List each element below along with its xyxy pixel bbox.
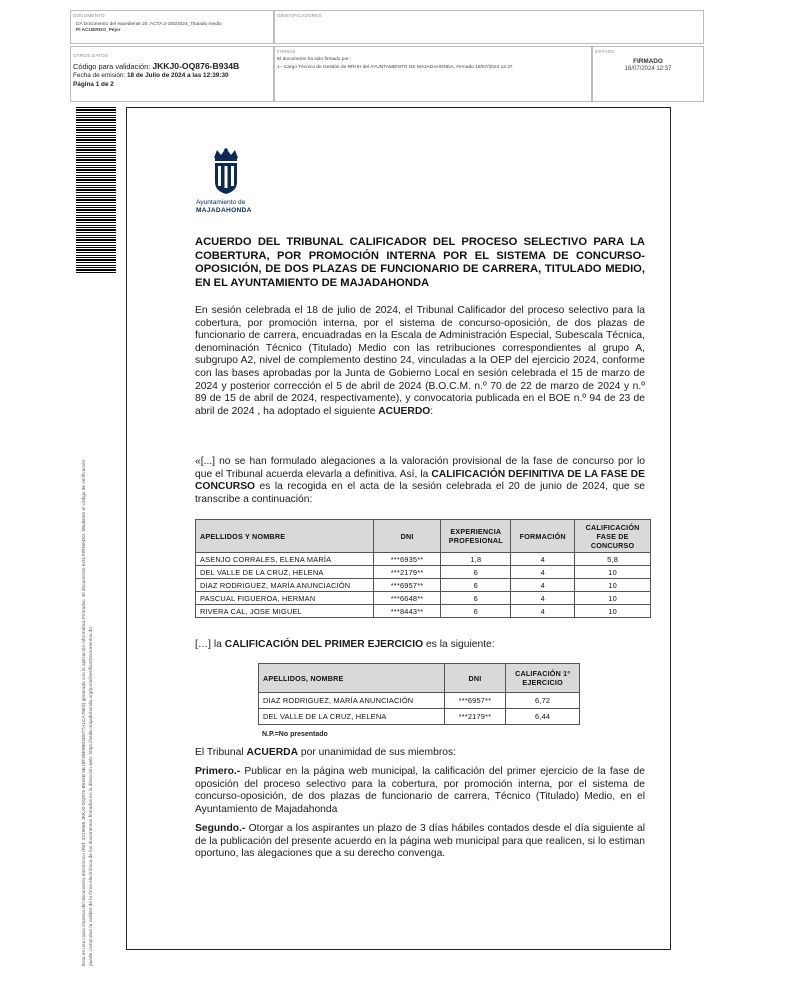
cell-calificacion: 10: [575, 566, 651, 579]
fecha-value: 18 de Julio de 2024 a las 12:39:30: [127, 72, 229, 79]
col-header: CALIFACIÓN 1º EJERCICIO: [506, 664, 580, 693]
primer-bold: CALIFICACIÓN DEL PRIMER EJERCICIO: [224, 639, 424, 650]
cell-experiencia: 6: [441, 605, 511, 618]
cell-nombre: DEL VALLE DE LA CRUZ, HELENA: [259, 709, 445, 725]
segundo-paragraph: [195, 823, 645, 861]
estado-value: FIRMADO: [633, 58, 663, 65]
cell-formacion: 4: [511, 566, 575, 579]
documento-line1: DA Documento del expediente 20. ACTA 2-180/2024_Titulado medio: [76, 22, 222, 27]
firmas-label: FIRMAS: [277, 49, 296, 54]
col-header: APELLIDOS, NOMBRE: [259, 664, 445, 693]
table-row: [259, 709, 580, 725]
table-row: [259, 693, 580, 709]
cell-nombre: RIVERA CAL, JOSE MIGUEL: [196, 605, 374, 618]
primer-suffix: es la siguiente:: [423, 639, 495, 650]
primero-paragraph: [195, 766, 645, 816]
estado-label: ESTADO: [595, 49, 615, 54]
document-title: ACUERDO DEL TRIBUNAL CALIFICADOR DEL PROCESO SELECTIVO PARA LA COBERTURA, POR PROMOCIÓN INTERNA POR EL SISTEMA DE CONCURSO-OPOSICIÓN, DE DOS PLAZAS DE FUNCIONARIO DE CARRERA, TITULADO MEDIO, EN EL AYUNTAMIENTO DE MAJADAHONDA: [195, 236, 645, 289]
cell-calificacion: 6,72: [506, 693, 580, 709]
primero-text: Publicar en la página web municipal, la calificación del primer ejercicio de la fase de oposición del proceso selectivo para la cobertura, por promoción interna, por el sistema de concurso-oposición, de dos plazas de funcionario de carrera, Técnico (Titulado) Medio, en el Ayuntamiento de Majadahonda: [195, 766, 645, 815]
cell-nombre: PASCUAL FIGUEROA, HERMAN: [196, 592, 374, 605]
header-box-firmas: [274, 46, 592, 102]
col-header: FORMACIÓN: [511, 520, 575, 553]
acuerda-suffix: por unanimidad de sus miembros:: [298, 747, 456, 758]
cell-dni: ***2179**: [373, 566, 441, 579]
primer-prefix: […] la: [195, 639, 225, 650]
segundo-text: Otorgar a los aspirantes un plazo de 3 días hábiles contados desde el día siguiente al de la publicación del presente acuerdo en la página web municipal para que realicen, si lo estiman oportuno, las alegaciones que a su derecho convenga.: [195, 823, 645, 860]
pagina: Página 1 de 2: [73, 81, 114, 88]
header-box-estado: [592, 46, 704, 102]
cell-formacion: 4: [511, 579, 575, 592]
cell-dni: ***6957**: [444, 693, 506, 709]
intro-paragraph: [195, 305, 645, 418]
acuerda-line: [195, 747, 645, 760]
cell-formacion: 4: [511, 605, 575, 618]
quote-paragraph: [195, 456, 645, 506]
cell-calificacion: 10: [575, 605, 651, 618]
estado-date: 18/07/2024 12:37: [624, 66, 672, 72]
segundo-label: Segundo.-: [195, 823, 246, 834]
col-header: EXPERIENCIA PROFESIONAL: [441, 520, 511, 553]
quote-part2: es la recogida en el acta de la sesión celebrada el 20 de junio de 2024, que se transcribe a continuación:: [195, 481, 645, 505]
cell-formacion: 4: [511, 592, 575, 605]
intro-text: En sesión celebrada el 18 de julio de 2024, el Tribunal Calificador del proceso selectivo para la cobertura, por promoción interna, por el sistema de concurso-oposición, de dos plazas de funcionario de carrera, encuadradas en la Escala de Administración Especial, Subescala Técnica, denominación Técnico (Titulado) Medio con las retribuciones correspondientes al grupo A, subgrupo A2, nivel de complemento destino 24, vinculadas a la OEP del ejercicio 2024, conforme con las bases aprobadas por la Junta de Gobierno Local en sesión celebrada el 15 de marzo de 2024 y posterior corrección el 5 de abril de 2024 (B.O.C.M. n.º 70 de 22 de marzo de 2024 y n.º 89 de 15 de abril de 2024, respectivamente), y convocatoria publicada en el BOE n.º 94 de 23 de abril de 2024 , ha adoptado el siguiente: [195, 305, 645, 417]
codigo-prefix: Código para validación:: [73, 62, 151, 71]
cell-dni: ***6648**: [373, 592, 441, 605]
documento-label: DOCUMENTO: [73, 13, 105, 18]
cell-experiencia: 6: [441, 592, 511, 605]
intro-bold: ACUERDO: [378, 405, 431, 417]
documento-line2: PI ACUERDO_Pejor: [76, 28, 121, 33]
barcode: [76, 107, 116, 275]
acuerda-bold: ACUERDA: [246, 747, 299, 758]
fecha-prefix: Fecha de emisión:: [73, 72, 126, 79]
cell-nombre: DEL VALLE DE LA CRUZ, HELENA: [196, 566, 374, 579]
cell-dni: ***2179**: [444, 709, 506, 725]
col-header: APELLIDOS Y NOMBRE: [196, 520, 374, 553]
primero-label: Primero.-: [195, 766, 241, 777]
cell-experiencia: 1,8: [441, 553, 511, 566]
concurso-table: [195, 519, 651, 618]
table-header-row: [196, 520, 651, 553]
col-header: DNI: [373, 520, 441, 553]
acuerda-prefix: El Tribunal: [195, 747, 247, 758]
codigo-validacion: [73, 61, 239, 71]
cell-calificacion: 10: [575, 579, 651, 592]
identificadores-label: IDENTIFICADORES: [277, 13, 322, 18]
firmas-line1: El documento ha sido firmado por :: [277, 57, 352, 62]
logo-line2: MAJADAHONDA: [196, 207, 252, 214]
cell-experiencia: 6: [441, 566, 511, 579]
cell-dni: ***8443**: [373, 605, 441, 618]
table-row: [196, 605, 651, 618]
header-box-identificadores: [274, 10, 704, 44]
intro-end: :: [430, 405, 434, 417]
cell-calificacion: 5,8: [575, 553, 651, 566]
otros-datos-label: OTROS DATOS: [73, 53, 109, 58]
municipal-logo: [194, 148, 258, 218]
cell-nombre: ASENJO CORRALES, ELENA MARÍA: [196, 553, 374, 566]
cell-calificacion: 10: [575, 592, 651, 605]
primer-ejercicio-intro: [195, 639, 645, 652]
quote-bold: CALIFICACIÓN DEFINITIVA DE LA FASE DE CONCURSO: [195, 468, 645, 493]
cell-dni: ***6957**: [373, 579, 441, 592]
cell-formacion: 4: [511, 553, 575, 566]
table-note: N.P.=No presentado: [262, 731, 328, 738]
col-header: DNI: [444, 664, 506, 693]
col-header: CALIFICACIÓN FASE DE CONCURSO: [575, 520, 651, 553]
table-row: [196, 579, 651, 592]
fecha-emision: [73, 72, 229, 79]
quote-part1: «[...] no se han formulado alegaciones a la valoración provisional de la fase de concurso por lo que el Tribunal acuerda elevarla a definitiva. Así, la: [195, 456, 645, 480]
table-row: [196, 553, 651, 566]
coat-of-arms-icon: [194, 148, 258, 198]
cell-dni: ***6935**: [373, 553, 441, 566]
table-header-row: [259, 664, 580, 693]
side-verification-line2: puede comprobar la validez de la firma electrónica de los documentos firmados en la dirección web: https://sede.majadahonda.org/portal/verificarDocumentos.do: [89, 627, 94, 966]
side-verification-line1: Esta es una copia impresa del documento electrónico (Ref: 3219659 JKKJ0-OQ876-B934B 5E18F39E9B03D677A1CA75E3) generada con la aplicación informática Firmadoc. El documento está FIRMADO. Mediante el código de verificación: [82, 459, 87, 966]
table-row: [196, 592, 651, 605]
cell-nombre: DIAZ RODRIGUEZ, MARÍA ANUNCIACIÓN: [259, 693, 445, 709]
cell-nombre: DIAZ RODRIGUEZ, MARÍA ANUNCIACIÓN: [196, 579, 374, 592]
codigo-value: JKKJ0-OQ876-B934B: [152, 61, 240, 71]
firmas-line2: 1.- Cargo Técnico de Gestión de RRHH del AYUNTAMIENTO DE MAJADAHONDA. Firmado 18/07/2024 12:37: [277, 65, 513, 70]
table-row: [196, 566, 651, 579]
cell-calificacion: 6,44: [506, 709, 580, 725]
logo-line1: Ayuntamiento de: [196, 199, 246, 206]
cell-experiencia: 6: [441, 579, 511, 592]
primer-ejercicio-table: [258, 663, 580, 725]
